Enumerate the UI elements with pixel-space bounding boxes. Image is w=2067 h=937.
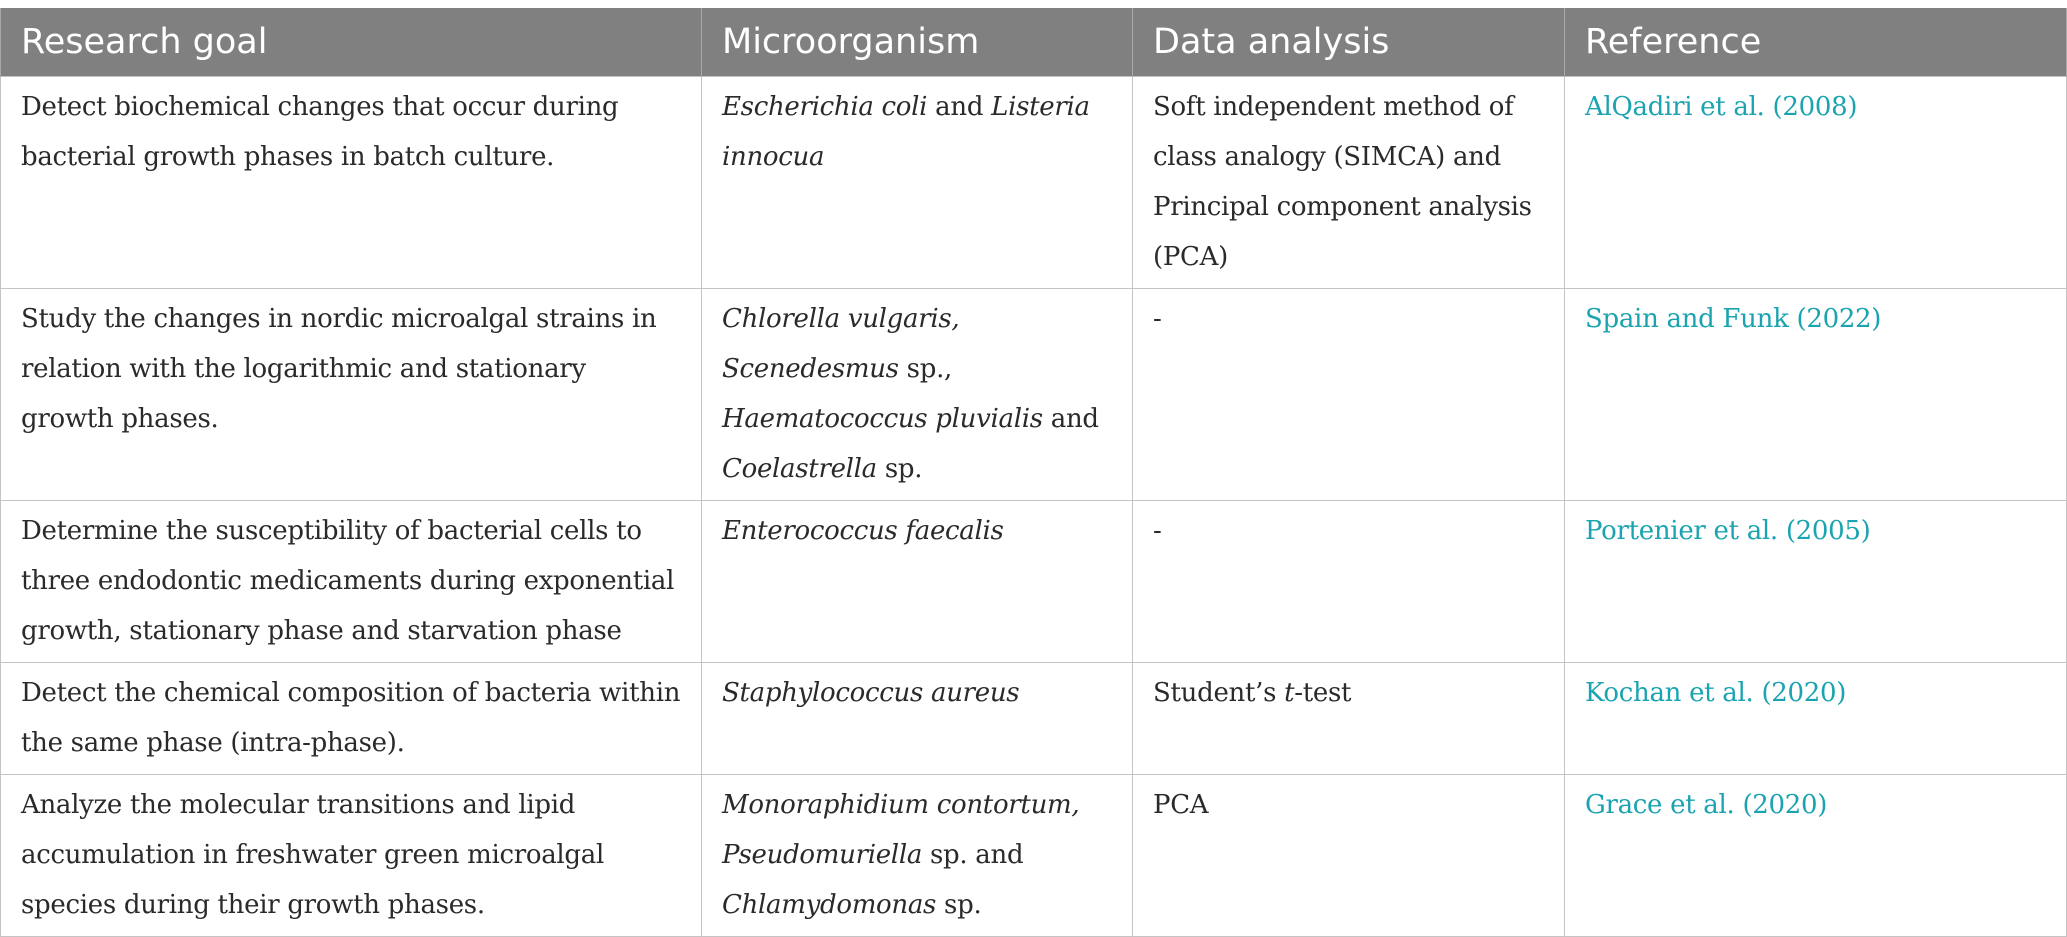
cell-data-analysis: -	[1133, 288, 1565, 500]
table-row	[1, 288, 2067, 500]
cell-reference	[1565, 774, 2067, 936]
cell-microorganism	[702, 76, 1133, 288]
species-name: Haematococcus pluvialis	[722, 403, 1043, 434]
text-fragment: sp.	[876, 453, 923, 484]
header-microorganism: Microorganism	[702, 8, 1133, 76]
text-fragment: sp.,	[898, 353, 952, 384]
species-name: Staphylococcus aureus	[722, 677, 1020, 708]
research-table	[0, 8, 2067, 937]
table-body	[1, 76, 2067, 936]
species-name: Coelastrella	[722, 453, 877, 484]
cell-microorganism	[702, 500, 1133, 662]
cell-microorganism	[702, 662, 1133, 774]
cell-microorganism	[702, 774, 1133, 936]
cell-data-analysis: -	[1133, 500, 1565, 662]
cell-reference	[1565, 288, 2067, 500]
header-row	[1, 8, 2067, 76]
cell-research-goal: Analyze the molecular transitions and lipid accumulation in freshwater green microalgal species during their growth phases.	[1, 774, 702, 936]
text-fragment: sp. and	[922, 839, 1024, 870]
text-fragment: and	[1042, 403, 1099, 434]
reference-link[interactable]: AlQadiri et al. (2008)	[1585, 91, 1858, 122]
reference-link[interactable]: Portenier et al. (2005)	[1585, 515, 1871, 546]
cell-reference	[1565, 662, 2067, 774]
header-research-goal: Research goal	[1, 8, 702, 76]
cell-research-goal: Determine the susceptibility of bacterial cells to three endodontic medicaments during exponential growth, stationary phase and starvation phase	[1, 500, 702, 662]
table-header	[1, 8, 2067, 76]
reference-link[interactable]: Grace et al. (2020)	[1585, 789, 1828, 820]
cell-microorganism	[702, 288, 1133, 500]
species-name: Chlorella vulgaris, Scenedesmus	[722, 303, 960, 384]
cell-research-goal: Detect the chemical composition of bacteria within the same phase (intra-phase).	[1, 662, 702, 774]
table-row	[1, 662, 2067, 774]
italic-term: t	[1284, 677, 1295, 708]
table-row	[1, 774, 2067, 936]
cell-data-analysis: Soft independent method of class analogy (SIMCA) and Principal component analysis (PCA)	[1133, 76, 1565, 288]
table-container	[0, 8, 2066, 937]
species-name: Escherichia coli	[722, 91, 928, 122]
text-fragment: Student’s	[1153, 677, 1285, 708]
cell-reference	[1565, 500, 2067, 662]
table-row	[1, 76, 2067, 288]
cell-research-goal: Study the changes in nordic microalgal strains in relation with the logarithmic and stationary growth phases.	[1, 288, 702, 500]
species-name: Chlamydomonas	[722, 889, 937, 920]
reference-link[interactable]: Spain and Funk (2022)	[1585, 303, 1882, 334]
species-name: Listeria innocua	[722, 91, 1090, 172]
species-name: Enterococcus faecalis	[722, 515, 1004, 546]
cell-data-analysis	[1133, 662, 1565, 774]
table-row	[1, 500, 2067, 662]
cell-reference	[1565, 76, 2067, 288]
species-name: Monoraphidium contortum, Pseudomuriella	[722, 789, 1080, 870]
text-fragment: and	[927, 91, 992, 122]
header-reference: Reference	[1565, 8, 2067, 76]
text-fragment: sp.	[936, 889, 982, 920]
reference-link[interactable]: Kochan et al. (2020)	[1585, 677, 1847, 708]
cell-data-analysis: PCA	[1133, 774, 1565, 936]
header-data-analysis: Data analysis	[1133, 8, 1565, 76]
text-fragment: -test	[1294, 677, 1352, 708]
cell-research-goal: Detect biochemical changes that occur during bacterial growth phases in batch culture.	[1, 76, 702, 288]
